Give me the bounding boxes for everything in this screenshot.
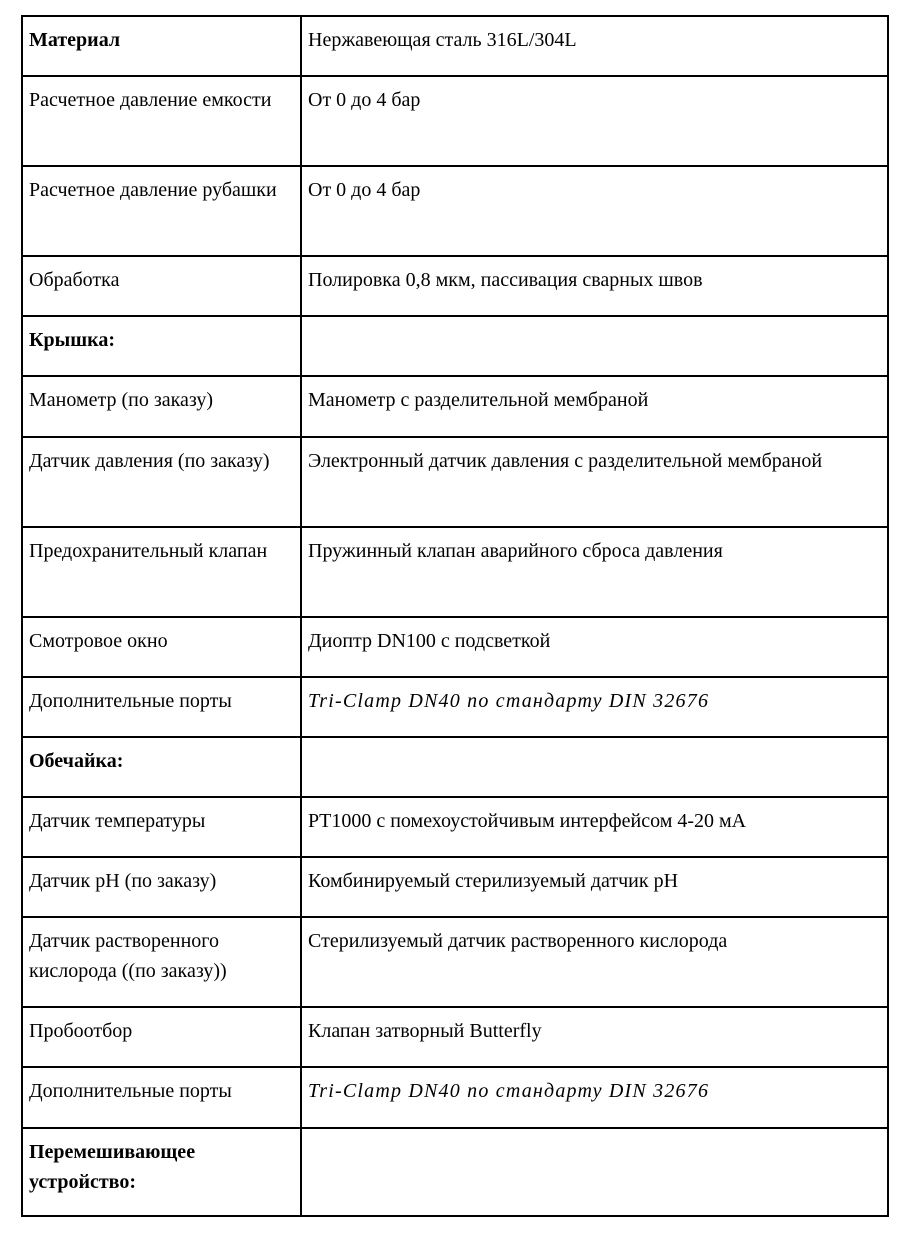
row-value: Клапан затворный Butterfly — [301, 1007, 888, 1067]
table-row — [22, 917, 888, 1007]
table-row — [22, 76, 888, 166]
row-label: Расчетное давление рубашки — [22, 166, 301, 256]
section-heading: Обечайка: — [22, 737, 301, 797]
row-value: От 0 до 4 бар — [301, 166, 888, 256]
table-row — [22, 437, 888, 527]
row-label: Предохранительный клапан — [22, 527, 301, 617]
row-value: От 0 до 4 бар — [301, 76, 888, 166]
specification-table — [21, 15, 889, 1217]
row-value: Электронный датчик давления с разделительной мембраной — [301, 437, 888, 527]
table-row — [22, 527, 888, 617]
row-label: Манометр (по заказу) — [22, 376, 301, 437]
row-label: Датчик давления (по заказу) — [22, 437, 301, 527]
section-row-agitator — [22, 1128, 888, 1216]
row-value: Диоптр DN100 с подсветкой — [301, 617, 888, 677]
section-row-lid — [22, 316, 888, 376]
row-label: Смотровое окно — [22, 617, 301, 677]
table-row — [22, 166, 888, 256]
row-value: Пружинный клапан аварийного сброса давления — [301, 527, 888, 617]
row-value: Tri-Clamp DN40 по стандарту DIN 32676 — [301, 677, 888, 737]
row-label: Дополнительные порты — [22, 677, 301, 737]
table-row — [22, 16, 888, 76]
table-row — [22, 857, 888, 917]
table-row — [22, 256, 888, 316]
row-label: Пробоотбор — [22, 1007, 301, 1067]
row-label: Расчетное давление емкости — [22, 76, 301, 166]
row-value: PT1000 с помехоустойчивым интерфейсом 4-20 мА — [301, 797, 888, 857]
table-row — [22, 617, 888, 677]
table-row — [22, 797, 888, 857]
row-value: Манометр с разделительной мембраной — [301, 376, 888, 437]
row-value: Полировка 0,8 мкм, пассивация сварных швов — [301, 256, 888, 316]
table-row — [22, 1067, 888, 1128]
row-value — [301, 316, 888, 376]
row-value: Нержавеющая сталь 316L/304L — [301, 16, 888, 76]
row-label: Материал — [22, 16, 301, 76]
row-value: Комбинируемый стерилизуемый датчик pH — [301, 857, 888, 917]
row-label: Дополнительные порты — [22, 1067, 301, 1128]
row-value — [301, 737, 888, 797]
row-value: Tri-Clamp DN40 по стандарту DIN 32676 — [301, 1067, 888, 1128]
table-row — [22, 376, 888, 437]
table-row — [22, 677, 888, 737]
row-label: Датчик растворенного кислорода ((по заказу)) — [22, 917, 301, 1007]
section-heading: Крышка: — [22, 316, 301, 376]
row-value — [301, 1128, 888, 1216]
row-label: Датчик pH (по заказу) — [22, 857, 301, 917]
row-value: Стерилизуемый датчик растворенного кислорода — [301, 917, 888, 1007]
section-row-shell — [22, 737, 888, 797]
table-row — [22, 1007, 888, 1067]
row-label: Датчик температуры — [22, 797, 301, 857]
section-heading: Перемешивающее устройство: — [22, 1128, 301, 1216]
row-label: Обработка — [22, 256, 301, 316]
